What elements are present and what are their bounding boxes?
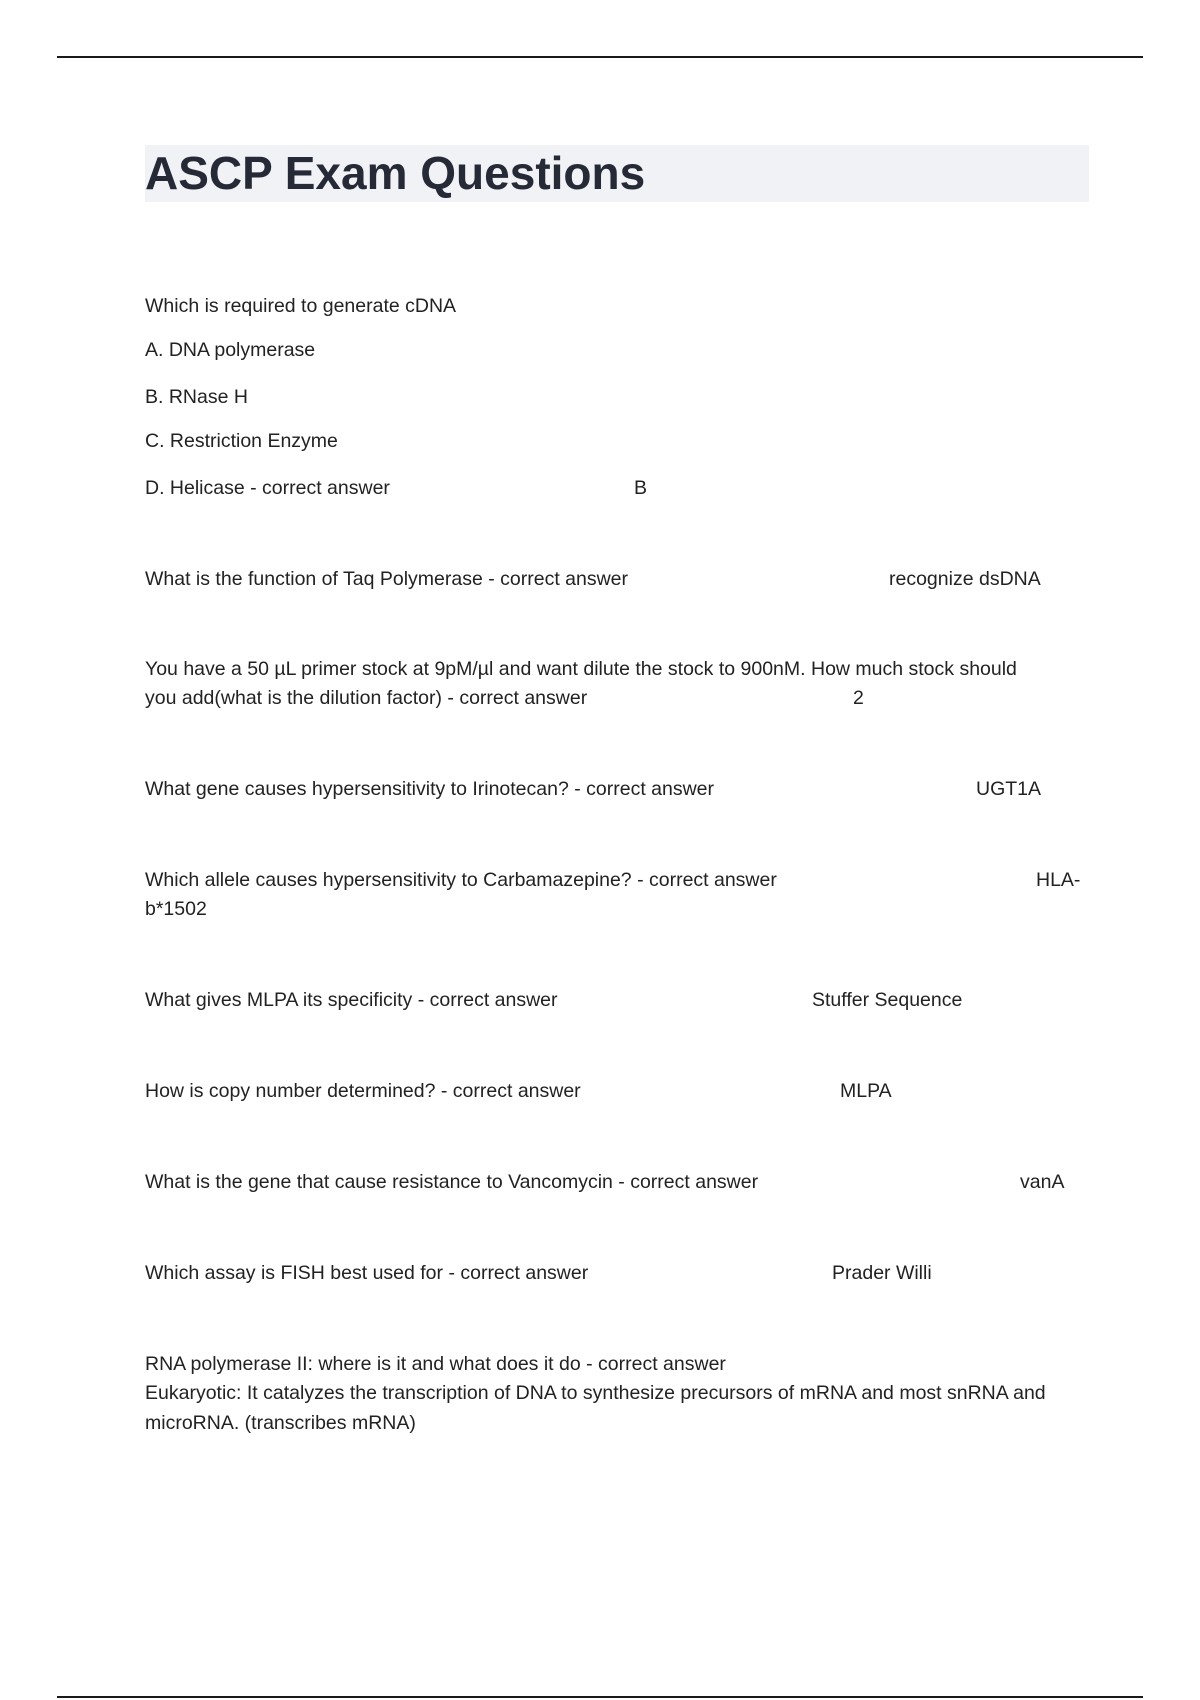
footer-rule: [57, 1696, 1143, 1698]
question-7-answer: MLPA: [840, 1080, 892, 1102]
question-5-text: Which allele causes hypersensitivity to Carbamazepine? - correct answer: [145, 869, 777, 891]
question-6-text: What gives MLPA its specificity - correct answer: [145, 989, 558, 1011]
question-3-text-line1: You have a 50 µL primer stock at 9pM/µl and want dilute the stock to 900nM. How much stock should: [145, 658, 1017, 680]
question-4-text: What gene causes hypersensitivity to Irinotecan? - correct answer: [145, 778, 715, 800]
question-1-option-c: C. Restriction Enzyme: [145, 430, 338, 452]
question-5-answer-part1: HLA-: [1036, 869, 1081, 891]
question-3-text-line2: you add(what is the dilution factor) - correct answer: [145, 687, 588, 709]
question-2-text: What is the function of Taq Polymerase - correct answer: [145, 568, 629, 590]
document-title: ASCP Exam Questions: [145, 147, 646, 199]
question-6-answer: Stuffer Sequence: [812, 989, 963, 1011]
question-4-answer: UGT1A: [976, 778, 1042, 800]
question-1-answer: B: [634, 477, 648, 499]
question-1-option-a: A. DNA polymerase: [145, 339, 316, 361]
question-2-answer: recognize dsDNA: [889, 568, 1041, 590]
question-1-option-b: B. RNase H: [145, 386, 248, 408]
question-8-answer: vanA: [1020, 1171, 1065, 1193]
question-8-text: What is the gene that cause resistance to Vancomycin - correct answer: [145, 1171, 759, 1193]
question-10-text: RNA polymerase II: where is it and what does it do - correct answer: [145, 1353, 726, 1375]
question-9-text: Which assay is FISH best used for - correct answer: [145, 1262, 589, 1284]
question-9-answer: Prader Willi: [832, 1262, 932, 1284]
question-10-answer-line1: Eukaryotic: It catalyzes the transcription of DNA to synthesize precursors of mRNA and most snRNA and: [145, 1382, 1046, 1404]
header-rule: [57, 56, 1143, 58]
question-1-option-d: D. Helicase - correct answer: [145, 477, 390, 499]
question-3-answer: 2: [853, 687, 864, 709]
question-10-answer-line2: microRNA. (transcribes mRNA): [145, 1412, 416, 1434]
question-1-text: Which is required to generate cDNA: [145, 295, 457, 317]
question-5-answer-part2: b*1502: [145, 898, 207, 920]
question-7-text: How is copy number determined? - correct answer: [145, 1080, 581, 1102]
